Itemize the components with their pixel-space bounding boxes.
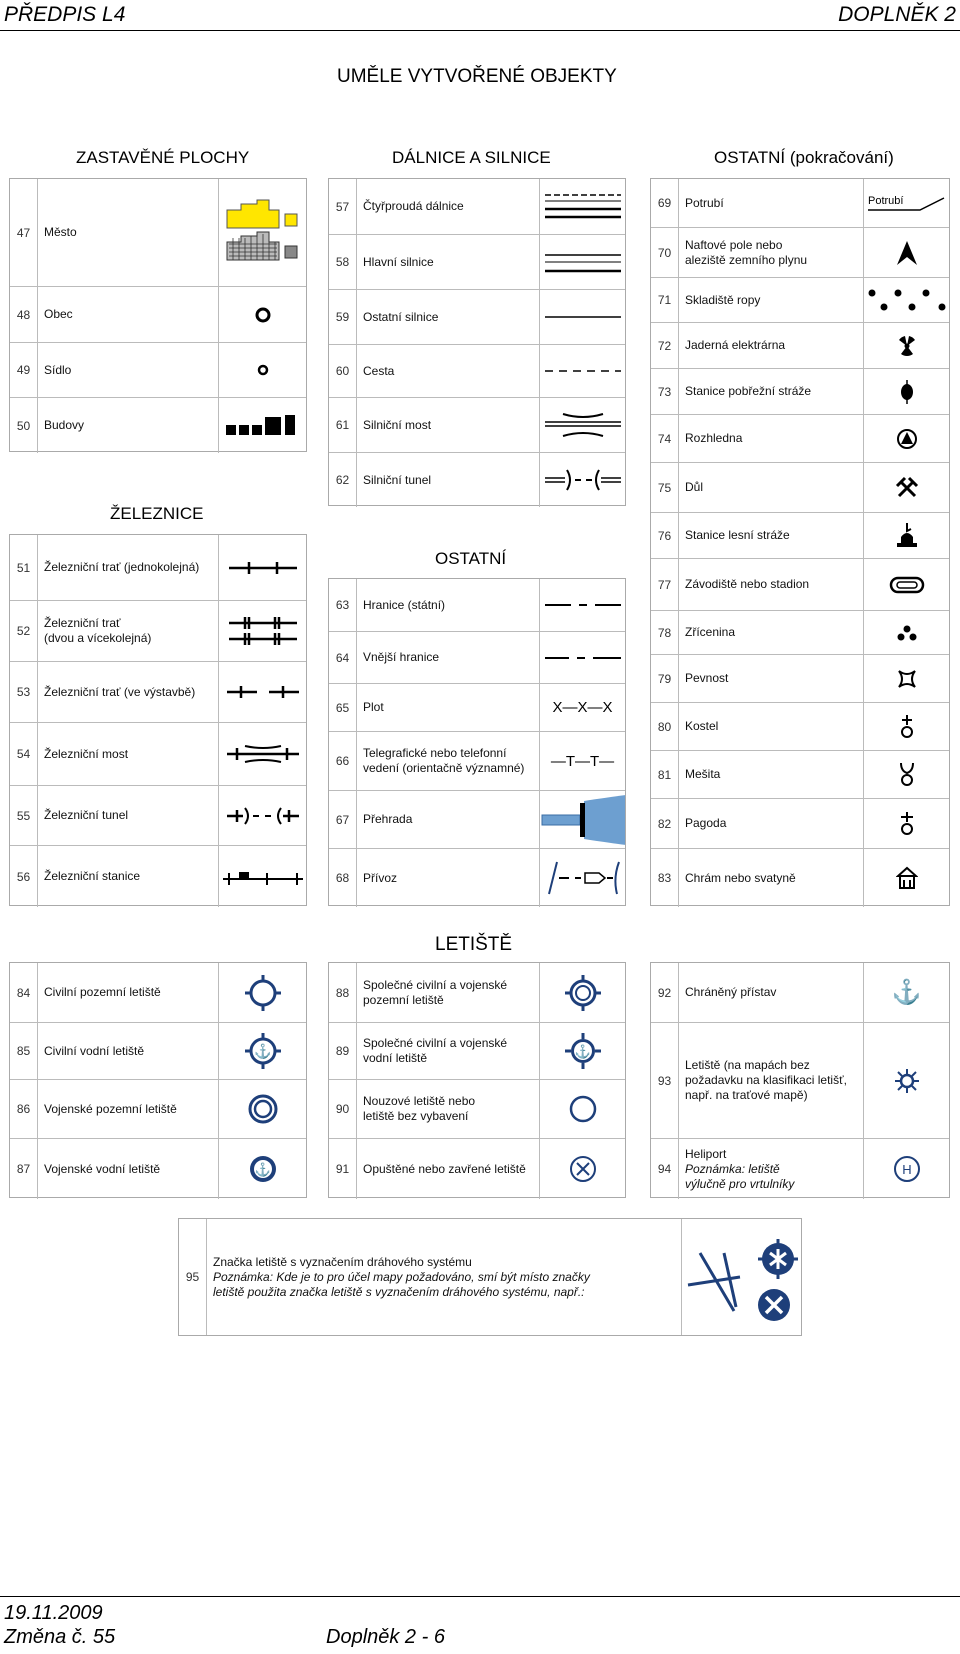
- list-item: [10, 1138, 306, 1199]
- item-number: 76: [651, 513, 679, 558]
- item-number: 82: [651, 799, 679, 848]
- item-number: 81: [651, 751, 679, 798]
- unclassified-aerodrome-icon: [863, 1023, 949, 1138]
- svg-text:⚓: ⚓: [574, 1044, 591, 1059]
- item-number: 86: [10, 1080, 38, 1138]
- item-number: 75: [651, 463, 679, 512]
- other-road-icon: [539, 290, 625, 344]
- item-label: Chrám nebo svatyně: [685, 870, 796, 885]
- item-number: 54: [10, 723, 38, 785]
- svg-text:H: H: [901, 1162, 912, 1177]
- section-zastavene: ZASTAVĚNÉ PLOCHY: [76, 148, 250, 167]
- list-item: [10, 397, 306, 453]
- item-number: 64: [329, 632, 357, 683]
- item-number: 87: [10, 1139, 38, 1199]
- item-label: Civilní pozemní letiště: [44, 985, 161, 999]
- section-ostatni-pokr: OSTATNÍ (pokračování): [714, 148, 894, 167]
- item-number: 90: [329, 1080, 357, 1138]
- list-item: [651, 277, 949, 322]
- item-number: 67: [329, 791, 357, 848]
- list-item: [651, 848, 949, 907]
- item-number: 62: [329, 453, 357, 507]
- nuclear-plant-icon: [863, 323, 949, 368]
- list-item: [10, 179, 306, 286]
- rail-bridge-icon: [218, 723, 306, 785]
- telegraph-line-icon: —T—T—: [539, 732, 625, 790]
- outer-border-icon: [539, 632, 625, 683]
- list-item: [329, 579, 625, 631]
- list-item: [10, 722, 306, 785]
- item-label: Hlavní silnice: [363, 254, 434, 269]
- item-label: Město: [44, 225, 77, 239]
- item-label: Přívoz: [363, 870, 398, 885]
- joint-land-aerodrome-icon: [539, 963, 625, 1022]
- oil-storage-icon: [863, 278, 949, 322]
- stadium-icon: [863, 559, 949, 610]
- closed-aerodrome-icon: [539, 1139, 625, 1199]
- item-label: Závodiště nebo stadion: [685, 577, 810, 591]
- item-label: [213, 1219, 590, 1335]
- motorway-icon: [539, 179, 625, 234]
- table-letiste-2: [328, 962, 626, 1198]
- list-item: [10, 661, 306, 722]
- list-item: [329, 179, 625, 234]
- list-item: [651, 414, 949, 462]
- list-item: [651, 610, 949, 654]
- footer-divider: [0, 1596, 960, 1597]
- list-item: [329, 397, 625, 452]
- list-item: [329, 963, 625, 1022]
- table-zastavene: [9, 178, 307, 452]
- emergency-aerodrome-icon: [539, 1080, 625, 1138]
- item-number: 48: [10, 287, 38, 342]
- item-label: Železniční trať (dvou a vícekolejná): [44, 616, 152, 645]
- rail-station-icon: [218, 846, 306, 907]
- list-item: [329, 1138, 625, 1199]
- footer-date: 19.11.2009: [4, 1602, 103, 1624]
- table-dalnice: [328, 178, 626, 506]
- table-ostatni: [328, 578, 626, 906]
- list-item: [10, 1079, 306, 1138]
- header-right: DOPLNĚK 2: [838, 3, 956, 26]
- item-number: 59: [329, 290, 357, 344]
- header-left: PŘEDPIS L4: [4, 3, 126, 26]
- list-item: [10, 845, 306, 907]
- list-item: [651, 512, 949, 558]
- main-road-icon: [539, 235, 625, 289]
- svg-text:Potrubí: Potrubí: [868, 195, 904, 207]
- item-label: Letiště (na mapách bez požadavku na klasifikaci letišť, např. na traťové mapě): [685, 1058, 847, 1102]
- item-number: 68: [329, 849, 357, 907]
- list-item: [651, 227, 949, 277]
- list-item: [329, 631, 625, 683]
- list-item: [329, 1079, 625, 1138]
- list-item: [10, 1022, 306, 1079]
- pipeline-icon: [863, 179, 949, 227]
- item-label: Cesta: [363, 363, 395, 378]
- mosque-icon: [863, 751, 949, 798]
- item-number: 89: [329, 1023, 357, 1079]
- table-item-95: [178, 1218, 802, 1336]
- item-label: Potrubí: [685, 195, 724, 210]
- item-label: Hranice (státní): [363, 597, 446, 612]
- footer-page: Doplněk 2 - 6: [326, 1626, 445, 1648]
- item-label: Opuštěné nebo zavřené letiště: [363, 1161, 526, 1176]
- item-number: 65: [329, 684, 357, 731]
- item-number: 77: [651, 559, 679, 610]
- section-ostatni: OSTATNÍ: [435, 549, 507, 568]
- item-label: Jaderná elektrárna: [685, 338, 786, 352]
- item-label: Vojenské pozemní letiště: [44, 1101, 177, 1116]
- item-number: 52: [10, 601, 38, 661]
- road-bridge-icon: [539, 398, 625, 452]
- item-label: Obec: [44, 307, 73, 321]
- list-item: [329, 848, 625, 907]
- settlement-icon: [218, 343, 306, 397]
- civil-water-aerodrome-icon: [218, 1023, 306, 1079]
- item-label: Skladiště ropy: [685, 292, 761, 307]
- church-icon: [863, 703, 949, 750]
- rail-tunnel-icon: [218, 786, 306, 845]
- fortress-icon: [863, 655, 949, 702]
- road-tunnel-icon: [539, 453, 625, 507]
- list-item: [651, 798, 949, 848]
- item-label: Železniční trať (jednokolejná): [44, 560, 200, 574]
- item-number: 88: [329, 963, 357, 1022]
- item-label: Silniční tunel: [363, 472, 432, 487]
- item-label: Společné civilní a vojenské pozemní letiště: [363, 977, 508, 1007]
- sheltered-harbour-icon: ⚓: [863, 963, 949, 1022]
- list-item: [651, 462, 949, 512]
- item-number: 80: [651, 703, 679, 750]
- state-border-icon: [539, 579, 625, 631]
- fence-icon: X—X—X: [539, 684, 625, 731]
- item-label: Pagoda: [685, 816, 727, 830]
- list-item: [651, 750, 949, 798]
- list-item: [651, 179, 949, 227]
- item-label: Chráněný přístav: [685, 985, 777, 999]
- military-water-aerodrome-icon: [218, 1139, 306, 1199]
- item-label: Stanice lesní stráže: [685, 528, 790, 542]
- item-label: Silniční most: [363, 417, 432, 432]
- item-label: Naftové pole nebo aleziště zemního plynu: [685, 237, 808, 267]
- list-item: [329, 344, 625, 397]
- list-item: [10, 535, 306, 600]
- item-number: 66: [329, 732, 357, 790]
- temple-icon: [863, 849, 949, 907]
- item-label: Stanice pobřežní stráže: [685, 384, 812, 398]
- table-ostatni-pokr: [650, 178, 950, 906]
- item-number: 84: [10, 963, 38, 1022]
- item-label: Civilní vodní letiště: [44, 1043, 145, 1058]
- civil-land-aerodrome-icon: [218, 963, 306, 1022]
- svg-text:⚓: ⚓: [253, 1043, 272, 1059]
- item-number: 50: [10, 398, 38, 453]
- item95-title: Značka letiště s vyznačením dráhového systému: [213, 1254, 472, 1269]
- list-item: [651, 322, 949, 368]
- item-label: Budovy: [44, 418, 85, 432]
- item-number: 57: [329, 179, 357, 234]
- heliport-note: Poznámka: letiště výlučně pro vrtulníky: [685, 1161, 795, 1191]
- list-item: [651, 702, 949, 750]
- lookout-tower-icon: [863, 415, 949, 462]
- oil-field-icon: [863, 228, 949, 277]
- list-item: [651, 963, 949, 1022]
- item-number: 61: [329, 398, 357, 452]
- coast-guard-icon: [863, 369, 949, 414]
- military-land-aerodrome-icon: [218, 1080, 306, 1138]
- item-label: Železniční trať (ve výstavbě): [44, 684, 196, 699]
- list-item: [651, 558, 949, 610]
- section-letiste: LETIŠTĚ: [435, 934, 513, 955]
- footer-change: Změna č. 55: [4, 1626, 116, 1648]
- item-number: 72: [651, 323, 679, 368]
- track-construction-icon: [218, 662, 306, 722]
- item-label: Rozhledna: [685, 431, 743, 445]
- forest-ranger-icon: [863, 513, 949, 558]
- item-label: Přehrada: [363, 812, 413, 826]
- item-label: Společné civilní a vojenské vodní letiště: [363, 1036, 508, 1065]
- item-number: 58: [329, 235, 357, 289]
- table-letiste-3: [650, 962, 950, 1198]
- list-item: [329, 452, 625, 507]
- item-number: 53: [10, 662, 38, 722]
- item-number: 83: [651, 849, 679, 907]
- item-number: 73: [651, 369, 679, 414]
- svg-text:⚓: ⚓: [254, 1162, 271, 1177]
- item-label: Pevnost: [685, 671, 729, 685]
- item-number: 70: [651, 228, 679, 277]
- header-divider: [0, 30, 960, 31]
- item-number: 79: [651, 655, 679, 702]
- list-item: [329, 289, 625, 344]
- item95-note: Poznámka: Kde je to pro účel mapy požadováno, smí být místo značky letiště použita značka letiště s vyznačením dráhového systému, např.:: [213, 1269, 590, 1299]
- mine-icon: [863, 463, 949, 512]
- list-item: [329, 790, 625, 848]
- ruin-icon: [863, 611, 949, 654]
- item-number: 74: [651, 415, 679, 462]
- list-item: [329, 731, 625, 790]
- list-item: [10, 286, 306, 342]
- list-item: [651, 654, 949, 702]
- item-label: Železniční tunel: [44, 808, 129, 822]
- item-number: 92: [651, 963, 679, 1022]
- item-number: 56: [10, 846, 38, 907]
- pagoda-icon: [863, 799, 949, 848]
- runway-pattern-icon: [681, 1219, 801, 1335]
- list-item: [651, 1138, 949, 1199]
- item-label: Železniční most: [44, 746, 129, 761]
- list-item: [10, 342, 306, 397]
- list-item: [10, 785, 306, 845]
- item-number: 78: [651, 611, 679, 654]
- item-label: [685, 1139, 794, 1199]
- item-label: Vnější hranice: [363, 650, 440, 664]
- section-dalnice: DÁLNICE A SILNICE: [392, 148, 551, 167]
- item-number: 47: [10, 179, 38, 286]
- item-label: Plot: [363, 700, 384, 714]
- heliport-icon: [863, 1139, 949, 1199]
- track-icon: [539, 345, 625, 397]
- list-item: [651, 1022, 949, 1138]
- list-item: [179, 1219, 801, 1335]
- buildings-icon: [218, 398, 306, 453]
- item-label: Čtyřproudá dálnice: [363, 199, 464, 213]
- item-label: Mešita: [685, 767, 721, 781]
- item-label: Ostatní silnice: [363, 309, 439, 324]
- list-item: [10, 600, 306, 661]
- table-letiste-1: [9, 962, 307, 1198]
- multi-track-icon: [218, 601, 306, 661]
- item-number: 85: [10, 1023, 38, 1079]
- item-number: 51: [10, 535, 38, 600]
- item-number: 95: [179, 1219, 207, 1335]
- item-number: 91: [329, 1139, 357, 1199]
- joint-water-aerodrome-icon: [539, 1023, 625, 1079]
- item-label: Železniční stanice: [44, 869, 141, 883]
- item-label: Kostel: [685, 719, 719, 733]
- list-item: [329, 1022, 625, 1079]
- item-number: 55: [10, 786, 38, 845]
- city-icon: [218, 179, 306, 286]
- heliport-label: Heliport: [685, 1146, 727, 1161]
- item-number: 69: [651, 179, 679, 227]
- item-label: Telegrafické nebo telefonní vedení (orientačně významné): [363, 746, 525, 775]
- list-item: [651, 368, 949, 414]
- list-item: [329, 683, 625, 731]
- item-label: Důl: [685, 480, 704, 494]
- item-number: 93: [651, 1023, 679, 1138]
- ferry-icon: [539, 849, 625, 907]
- item-label: Nouzové letiště nebo letiště bez vybavení: [363, 1094, 476, 1123]
- item-number: 49: [10, 343, 38, 397]
- single-track-icon: [218, 535, 306, 600]
- item-number: 60: [329, 345, 357, 397]
- item-label: Sídlo: [44, 362, 72, 377]
- item-label: Vojenské vodní letiště: [44, 1161, 161, 1176]
- village-icon: [218, 287, 306, 342]
- section-zeleznice: ŽELEZNICE: [110, 504, 204, 523]
- dam-icon: [539, 791, 625, 848]
- item-number: 71: [651, 278, 679, 322]
- item-number: 94: [651, 1139, 679, 1199]
- table-zeleznice: [9, 534, 307, 906]
- list-item: [10, 963, 306, 1022]
- item-number: 63: [329, 579, 357, 631]
- page-title: UMĚLE VYTVOŘENÉ OBJEKTY: [337, 66, 617, 87]
- list-item: [329, 234, 625, 289]
- item-label: Zřícenina: [685, 625, 736, 639]
